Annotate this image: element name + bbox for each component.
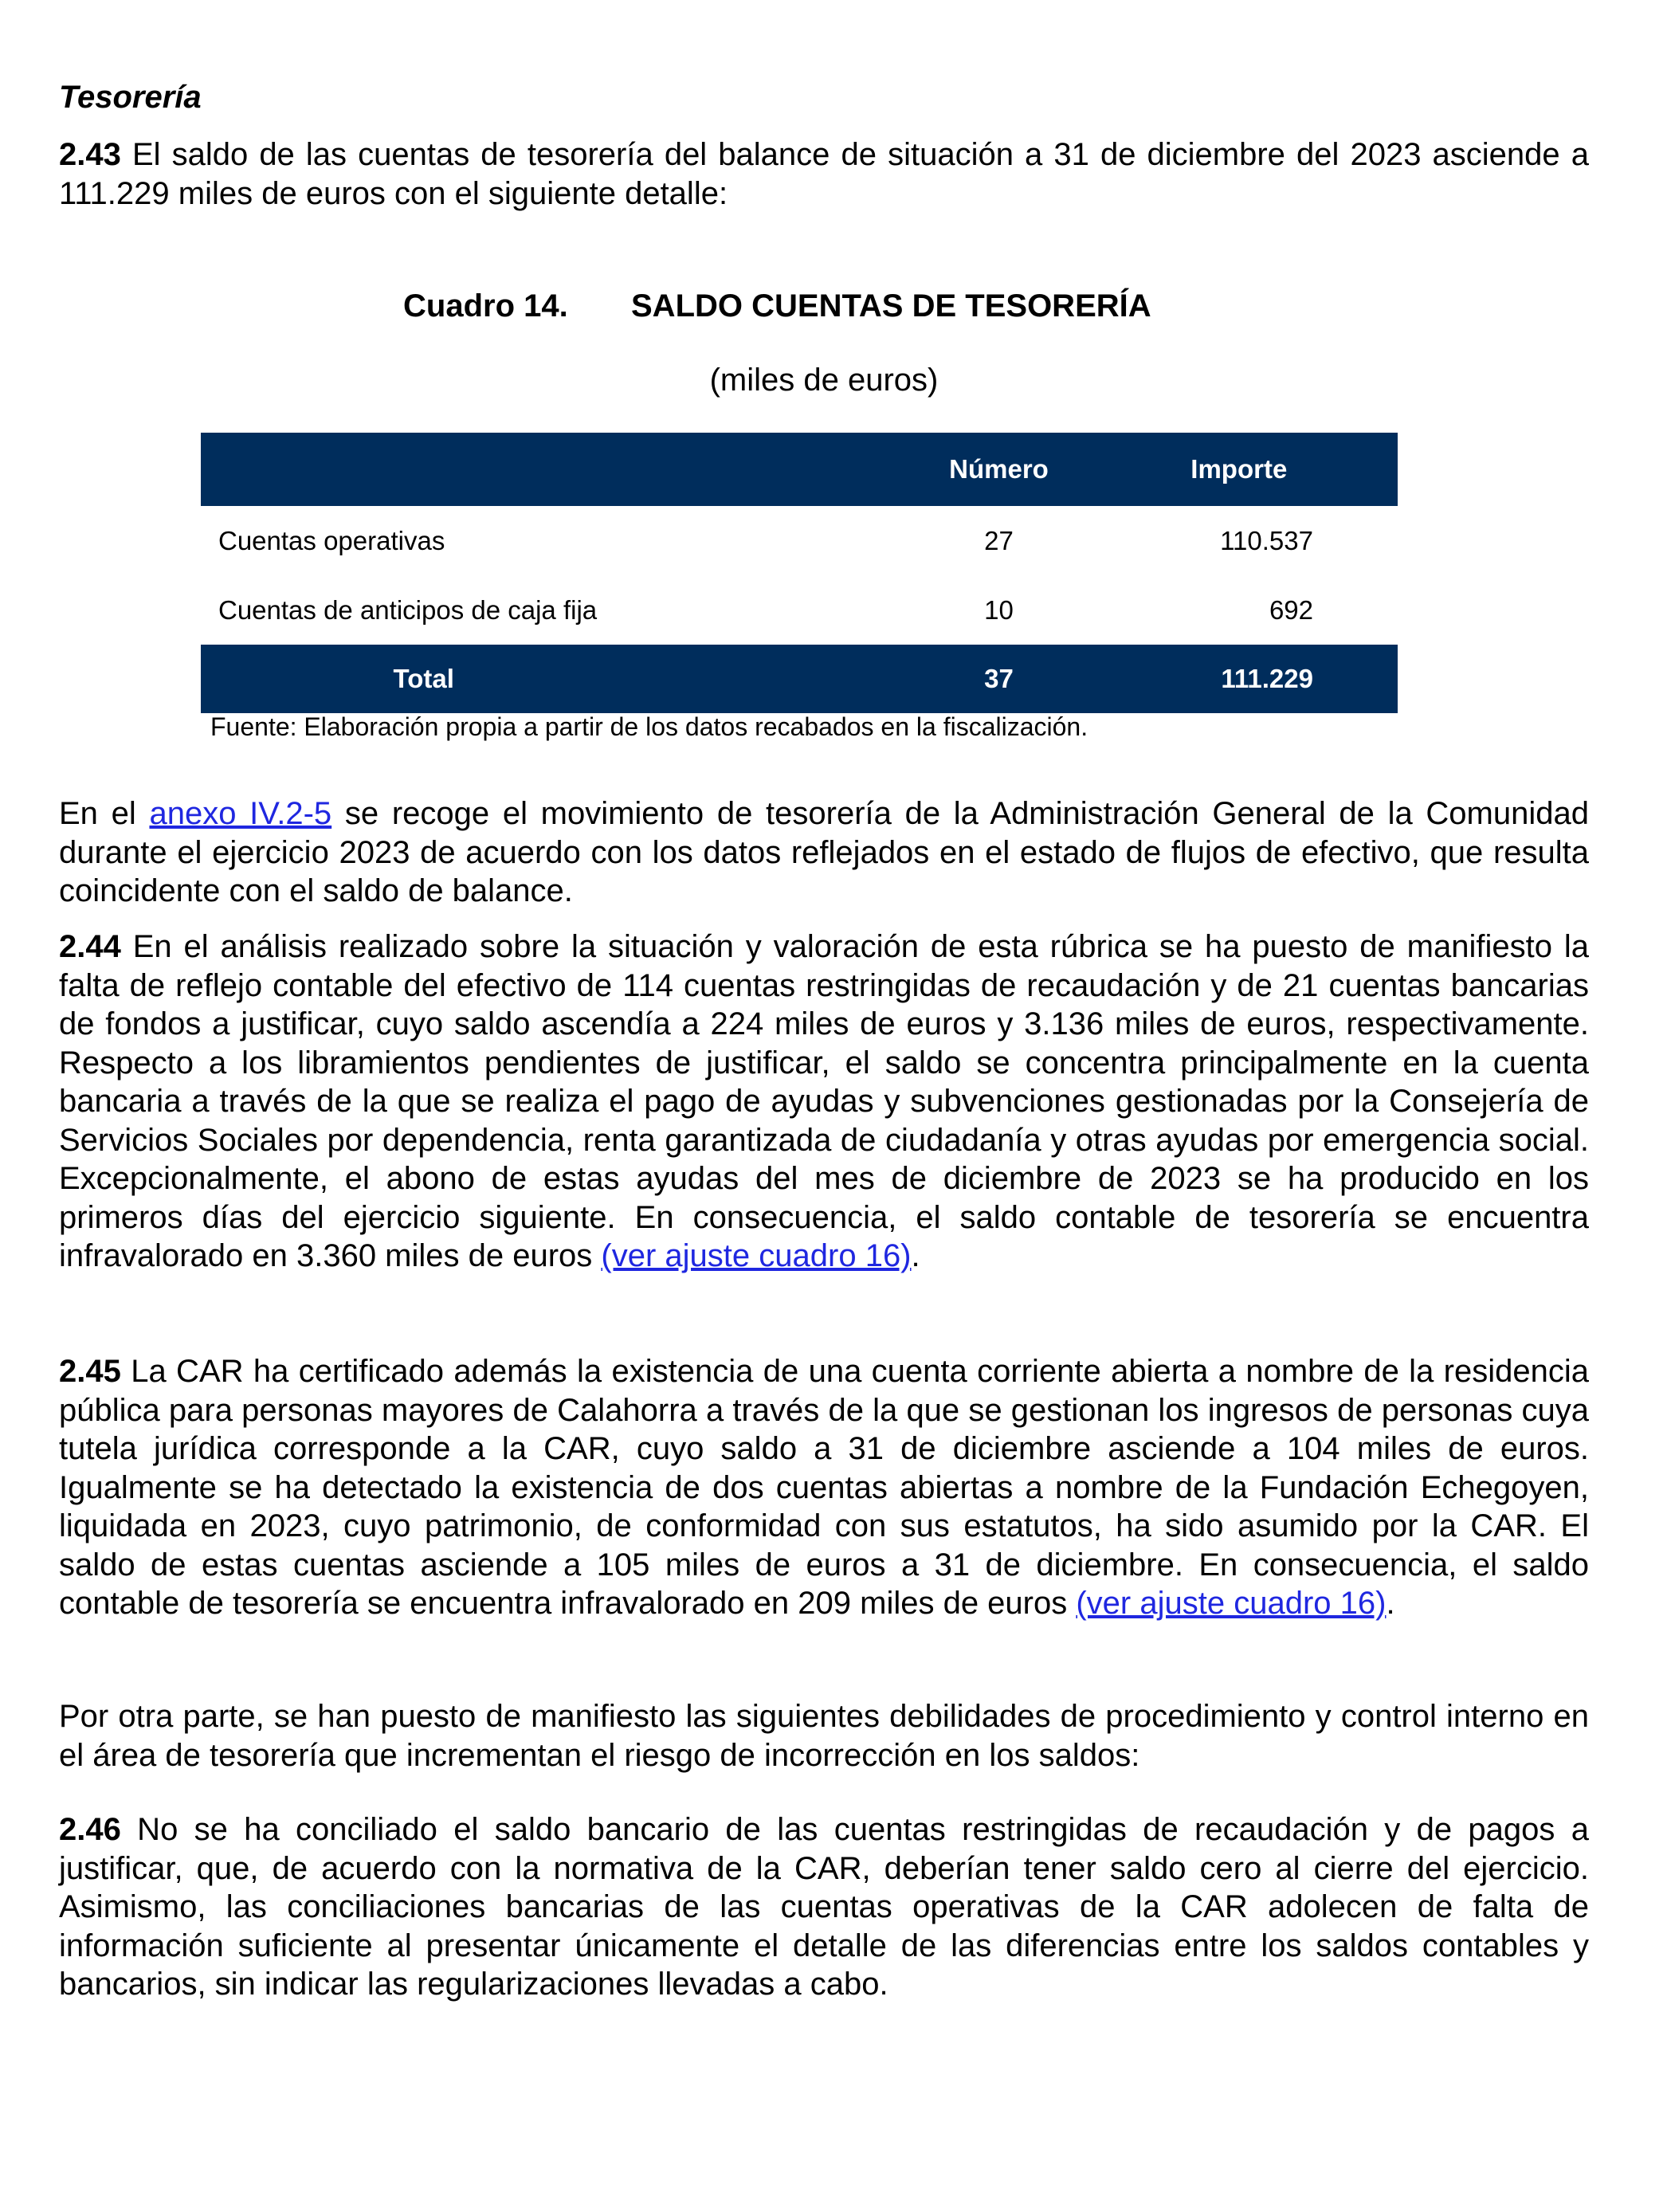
table-source-note: Fuente: Elaboración propia a partir de los datos recabados en la fiscalización.	[210, 712, 1088, 741]
row-importe: 110.537	[1220, 525, 1313, 555]
paragraph-2-43	[59, 135, 1589, 213]
row-label: Cuentas operativas	[218, 525, 445, 555]
table-total-row	[201, 645, 1398, 713]
paragraph-number: 2.45	[59, 1354, 121, 1389]
header-blank	[201, 433, 917, 506]
table-row	[201, 506, 1398, 575]
row-importe: 692	[1269, 594, 1313, 625]
row-label: Cuentas de anticipos de caja fija	[218, 594, 598, 625]
paragraph-number: 2.46	[59, 1812, 121, 1847]
anexo-link[interactable]: anexo IV.2-5	[149, 796, 332, 831]
total-label: Total	[393, 664, 454, 693]
paragraph-2-46	[59, 1810, 1589, 2004]
section-title: Tesorería	[59, 80, 202, 115]
paragraph-text: se recoge el movimiento de tesorería de la Administración General de la Comunidad durante el ejercicio 2023 de acuerdo con los datos reflejados en el estado de flujos de efectivo, que resulta coincidente con el saldo de balance.	[59, 796, 1589, 908]
header-numero: Número	[949, 454, 1049, 484]
paragraph-text: En el	[59, 796, 150, 831]
paragraph-text: .	[911, 1238, 920, 1273]
ajuste-cuadro-16-link[interactable]: (ver ajuste cuadro 16)	[601, 1238, 912, 1273]
total-numero: 37	[984, 664, 1014, 693]
row-numero: 10	[984, 594, 1014, 625]
ajuste-cuadro-16-link[interactable]: (ver ajuste cuadro 16)	[1076, 1586, 1387, 1621]
table-header-row	[201, 433, 1398, 506]
treasury-balance-table	[201, 433, 1398, 713]
paragraph-2-45	[59, 1352, 1589, 1623]
paragraph-number: 2.44	[59, 929, 121, 964]
table-row	[201, 575, 1398, 645]
paragraph-text: .	[1386, 1586, 1395, 1621]
table-units: (miles de euros)	[709, 363, 939, 398]
table-caption-number: Cuadro 14.	[403, 288, 568, 324]
row-numero: 27	[984, 525, 1014, 555]
paragraph-2-44	[59, 928, 1589, 1276]
paragraph-otra-parte	[59, 1697, 1589, 1775]
header-importe: Importe	[1190, 454, 1288, 484]
paragraph-text: No se ha conciliado el saldo bancario de las cuentas restringidas de recaudación y de pagos a justificar, que, de acuerdo con la normativa de la CAR, deberían tener saldo cero al cierre del ejercicio. Asimismo, las conciliaciones bancarias de las cuentas operativas de la CAR adolecen de falta de información suficiente al presentar únicamente el detalle de las diferencias entre los saldos contables y bancarios, sin indicar las regularizaciones llevadas a cabo.	[59, 1812, 1589, 2002]
paragraph-text: En el análisis realizado sobre la situación y valoración de esta rúbrica se ha puesto de manifiesto la falta de reflejo contable del efectivo de 114 cuentas restringidas de recaudación y de 21 cuentas bancarias de fondos a justificar, cuyo saldo ascendía a 224 miles de euros y 3.136 miles de euros, respectivamente. Respecto a los libramientos pendientes de justificar, el saldo se concentra principalmente en la cuenta bancaria a través de la que se realiza el pago de ayudas y subvenciones gestionadas por la Consejería de Servicios Sociales por dependencia, renta garantizada de ciudadanía y otras ayudas por emergencia social. Excepcionalmente, el abono de estas ayudas del mes de diciembre de 2023 se ha producido en los primeros días del ejercicio siguiente. En consecuencia, el saldo contable de tesorería se encuentra infravalorado en 3.360 miles de euros	[59, 929, 1589, 1273]
paragraph-number: 2.43	[59, 137, 121, 172]
paragraph-anexo	[59, 794, 1589, 911]
total-importe: 111.229	[1221, 664, 1313, 693]
table-caption-title: SALDO CUENTAS DE TESORERÍA	[631, 288, 1151, 324]
paragraph-text: El saldo de las cuentas de tesorería del balance de situación a 31 de diciembre del 2023 asciende a 111.229 miles de euros con el siguiente detalle:	[59, 137, 1589, 211]
paragraph-text: La CAR ha certificado además la existencia de una cuenta corriente abierta a nombre de la residencia pública para personas mayores de Calahorra a través de la que se gestionan los ingresos de personas cuya tutela jurídica corresponde a la CAR, cuyo saldo a 31 de diciembre asciende a 104 miles de euros. Igualmente se ha detectado la existencia de dos cuentas abiertas a nombre de la Fundación Echegoyen, liquidada en 2023, cuyo patrimonio, de conformidad con sus estatutos, ha sido asumido por la CAR. El saldo de estas cuentas asciende a 105 miles de euros a 31 de diciembre. En consecuencia, el saldo contable de tesorería se encuentra infravalorado en 209 miles de euros	[59, 1354, 1589, 1621]
paragraph-text: Por otra parte, se han puesto de manifiesto las siguientes debilidades de procedimiento y control interno en el área de tesorería que incrementan el riesgo de incorrección en los saldos:	[59, 1699, 1589, 1773]
